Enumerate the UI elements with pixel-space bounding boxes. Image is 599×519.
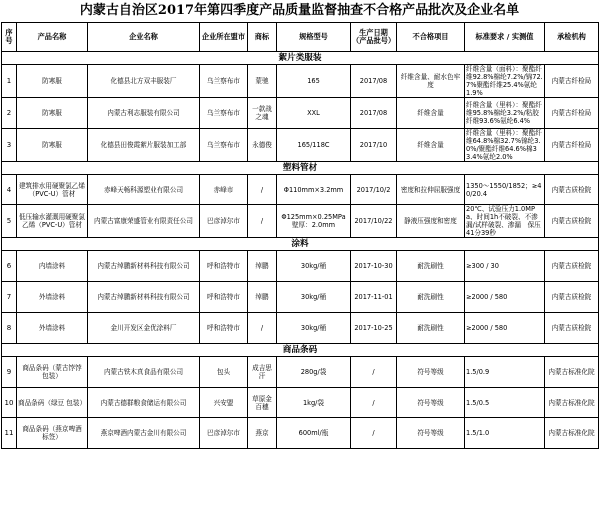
cell-value: 纤维含量（面料）：聚酯纤维92.8%棉纶7.2%/锦72.7%聚酯纤维25.4%氨纶1.9% xyxy=(466,65,543,97)
cell-city: 乌兰察布市 xyxy=(200,129,248,162)
column-header: 商标 xyxy=(248,23,277,52)
cell-product: 建筑排水用硬聚氯乙烯（PVC-U）管材 xyxy=(17,175,88,205)
cell-city: 呼和浩特市 xyxy=(200,313,248,344)
column-header: 规格型号 xyxy=(277,23,351,52)
cell-org: 内蒙古纤检局 xyxy=(545,98,599,129)
cell-product: 商品条码（燕京啤酒 标签） xyxy=(17,418,88,449)
table-row xyxy=(2,357,599,388)
cell-brand: / xyxy=(248,313,277,344)
cell-brand: 绰鹏 xyxy=(248,282,277,313)
cell-no: 6 xyxy=(2,251,17,282)
cell-spec: 30kg/桶 xyxy=(277,313,351,344)
cell-org: 内蒙古纤检局 xyxy=(545,129,599,162)
category-row xyxy=(2,344,599,357)
cell-org: 内蒙古质检院 xyxy=(545,313,599,344)
table-row xyxy=(2,418,599,449)
cell-city: 赤峰市 xyxy=(200,175,248,205)
cell-company: 内蒙古铁木真食品有限公司 xyxy=(88,357,200,388)
cell-value: ≥300 / 30 xyxy=(465,251,545,282)
cell-value: 纤维含量（里料）：聚酯纤维95.8%棉纶3.2%/粘胶纤维93.6%氨纶6.4% xyxy=(465,98,545,129)
cell-brand: / xyxy=(248,175,277,205)
cell-date: 2017-10-30 xyxy=(351,251,397,282)
cell-date: 2017/10/22 xyxy=(351,205,397,238)
column-header: 产品名称 xyxy=(17,23,88,52)
cell-item: 耐洗刷性 xyxy=(397,251,465,282)
cell-city: 巴彦淖尔市 xyxy=(200,205,248,238)
cell-org: 内蒙古质检院 xyxy=(545,282,599,313)
cell-date: 2017/10/2 xyxy=(351,175,397,205)
table-row xyxy=(2,175,599,205)
cell-company: 内蒙古德群粮食储运有限公司 xyxy=(88,388,200,418)
table-row xyxy=(2,98,599,129)
cell-company: 化德县田俊霞絮片服装加工部 xyxy=(88,129,200,162)
column-header: 承检机构 xyxy=(545,23,599,52)
column-header: 企业所在盟市 xyxy=(200,23,248,52)
document-title: 内蒙古自治区2017年第四季度产品质量监督抽查不合格产品批次及企业名单 xyxy=(79,3,520,18)
table-row xyxy=(2,129,599,162)
cell-product: 低压输水灌溉用硬聚氯乙烯（PVC-U）管材 xyxy=(17,205,88,238)
cell-no: 2 xyxy=(2,98,17,129)
cell-item: 静液压强度和密度 xyxy=(397,205,465,238)
cell-date: 2017-11-01 xyxy=(351,282,397,313)
cell-city: 巴彦淖尔市 xyxy=(200,418,248,449)
cell-date: 2017/10 xyxy=(351,129,397,162)
cell-product: 商品条码（绿豆 包装） xyxy=(17,388,88,418)
cell-brand: 燕京 xyxy=(248,418,277,449)
cell-company: 内蒙古富康荣盛管业有限责任公司 xyxy=(88,205,200,238)
category-row xyxy=(2,52,599,65)
cell-item: 符号等级 xyxy=(397,388,465,418)
cell-date: 2017/08 xyxy=(351,98,397,129)
cell-spec: 600ml/瓶 xyxy=(277,418,351,449)
cell-company: 内蒙古绰鹏新材料科技有限公司 xyxy=(88,282,200,313)
cell-value: 20℃、试验压力1.0MPa、时间1h不破裂、不渗漏/试样破裂、渗漏 保压41分39秒 xyxy=(465,205,545,238)
cell-item: 符号等级 xyxy=(397,357,465,388)
cell-product: 商品条码（蒙古饽饽 包装） xyxy=(17,357,88,388)
cell-org: 内蒙古标准化院 xyxy=(545,418,599,449)
cell-org: 内蒙古纤检局 xyxy=(545,65,599,98)
table-row xyxy=(2,388,599,418)
cell-company: 内蒙古利志服装有限公司 xyxy=(88,98,200,129)
cell-city: 呼和浩特市 xyxy=(200,282,248,313)
table-row xyxy=(2,313,599,344)
cell-item: 耐洗刷性 xyxy=(397,313,465,344)
cell-org: 内蒙古质检院 xyxy=(545,175,599,205)
category-label: 涂料 xyxy=(2,238,599,251)
cell-spec: Φ125mm×0.25MPa 壁厚：2.0mm xyxy=(277,205,351,238)
cell-date: 2017-10-25 xyxy=(351,313,397,344)
cell-brand: 蒙驰 xyxy=(248,65,277,98)
cell-date: / xyxy=(351,357,397,388)
table-row xyxy=(2,251,599,282)
cell-city: 包头 xyxy=(200,357,248,388)
cell-value: 1.5/0.9 xyxy=(465,357,545,388)
cell-brand: 草原金百穗 xyxy=(248,388,277,418)
cell-company: 内蒙古绰鹏新材料科技有限公司 xyxy=(88,251,200,282)
cell-brand: 绰鹏 xyxy=(248,251,277,282)
cell-date: / xyxy=(351,388,397,418)
cell-city: 呼和浩特市 xyxy=(200,251,248,282)
cell-city: 乌兰察布市 xyxy=(200,98,248,129)
cell-product: 防寒服 xyxy=(17,65,88,98)
cell-value: ≥2000 / 580 xyxy=(465,282,545,313)
cell-no: 9 xyxy=(2,357,17,388)
category-row xyxy=(2,162,599,175)
cell-org: 内蒙古质检院 xyxy=(545,205,599,238)
cell-product: 防寒服 xyxy=(17,98,88,129)
cell-spec: 30kg/桶 xyxy=(277,251,351,282)
cell-no: 1 xyxy=(2,65,17,98)
cell-company: 金川开发区金优涂料厂 xyxy=(88,313,200,344)
cell-no: 5 xyxy=(2,205,17,238)
cell-brand: 一款战之魂 xyxy=(248,98,277,129)
cell-org: 内蒙古质检院 xyxy=(545,251,599,282)
cell-item: 纤维含量 xyxy=(397,98,465,129)
table-header-row xyxy=(2,23,599,52)
cell-product: 防寒服 xyxy=(17,129,88,162)
cell-spec: 30kg/桶 xyxy=(277,282,351,313)
cell-spec: 165/118C xyxy=(277,129,351,162)
column-header: 不合格项目 xyxy=(397,23,465,52)
cell-spec: 1kg/袋 xyxy=(277,388,351,418)
cell-value: 1350～1550/1852；≥40/20.4 xyxy=(465,175,545,205)
cell-value: 纤维含量（里料）：聚酯纤维64.8%棉32.7%锦纶3.0%/聚酯纤维64.6%棉33.4%氨纶2.0% xyxy=(465,129,545,162)
cell-spec: Φ110mm×3.2mm xyxy=(277,175,351,205)
cell-value: 1.5/1.0 xyxy=(465,418,545,449)
cell-value: 1.5/0.5 xyxy=(465,388,545,418)
cell-org: 内蒙古标准化院 xyxy=(545,357,599,388)
column-header: 标准要求 / 实测值 xyxy=(465,23,545,52)
cell-no: 10 xyxy=(2,388,17,418)
cell-org: 内蒙古标准化院 xyxy=(545,388,599,418)
column-header: 企业名称 xyxy=(88,23,200,52)
cell-product: 外墙涂料 xyxy=(17,282,88,313)
cell-city: 兴安盟 xyxy=(200,388,248,418)
cell-no: 8 xyxy=(2,313,17,344)
table-row xyxy=(2,205,599,238)
cell-item: 密度和拉伸屈服强度 xyxy=(397,175,465,205)
cell-company: 赤峰天畅科源塑业有限公司 xyxy=(88,175,200,205)
cell-brand: / xyxy=(248,205,277,238)
cell-item: 纤维含量、耐水色牢度 xyxy=(397,65,465,98)
cell-no: 4 xyxy=(2,175,17,205)
cell-spec: 165 xyxy=(277,65,351,98)
table-row xyxy=(2,282,599,313)
cell-product: 外墙涂料 xyxy=(17,313,88,344)
cell-item: 耐洗刷性 xyxy=(397,282,465,313)
column-header: 生产日期（产品批号） xyxy=(351,23,397,52)
cell-item: 符号等级 xyxy=(397,418,465,449)
cell-product: 内墙涂料 xyxy=(17,251,88,282)
category-label: 絮片类服装 xyxy=(2,52,599,65)
cell-company: 化德县北方双丰服装厂 xyxy=(88,65,200,98)
column-header: 序号 xyxy=(2,23,17,52)
cell-brand: 成吉思汗 xyxy=(248,357,277,388)
unqualified-products-table xyxy=(1,22,599,449)
cell-date: 2017/08 xyxy=(351,65,397,98)
category-label: 商品条码 xyxy=(2,344,599,357)
category-label: 塑料管材 xyxy=(2,162,599,175)
cell-date: / xyxy=(351,418,397,449)
table-row xyxy=(2,65,599,98)
cell-spec: XXL xyxy=(277,98,351,129)
cell-city: 乌兰察布市 xyxy=(200,65,248,98)
cell-value: ≥2000 / 580 xyxy=(465,313,545,344)
cell-no: 11 xyxy=(2,418,17,449)
cell-spec: 280g/袋 xyxy=(277,357,351,388)
cell-brand: 永德俊 xyxy=(248,129,277,162)
cell-no: 3 xyxy=(2,129,17,162)
cell-item: 纤维含量 xyxy=(397,129,465,162)
cell-company: 燕京啤酒内蒙古金川有限公司 xyxy=(88,418,200,449)
category-row xyxy=(2,238,599,251)
cell-no: 7 xyxy=(2,282,17,313)
